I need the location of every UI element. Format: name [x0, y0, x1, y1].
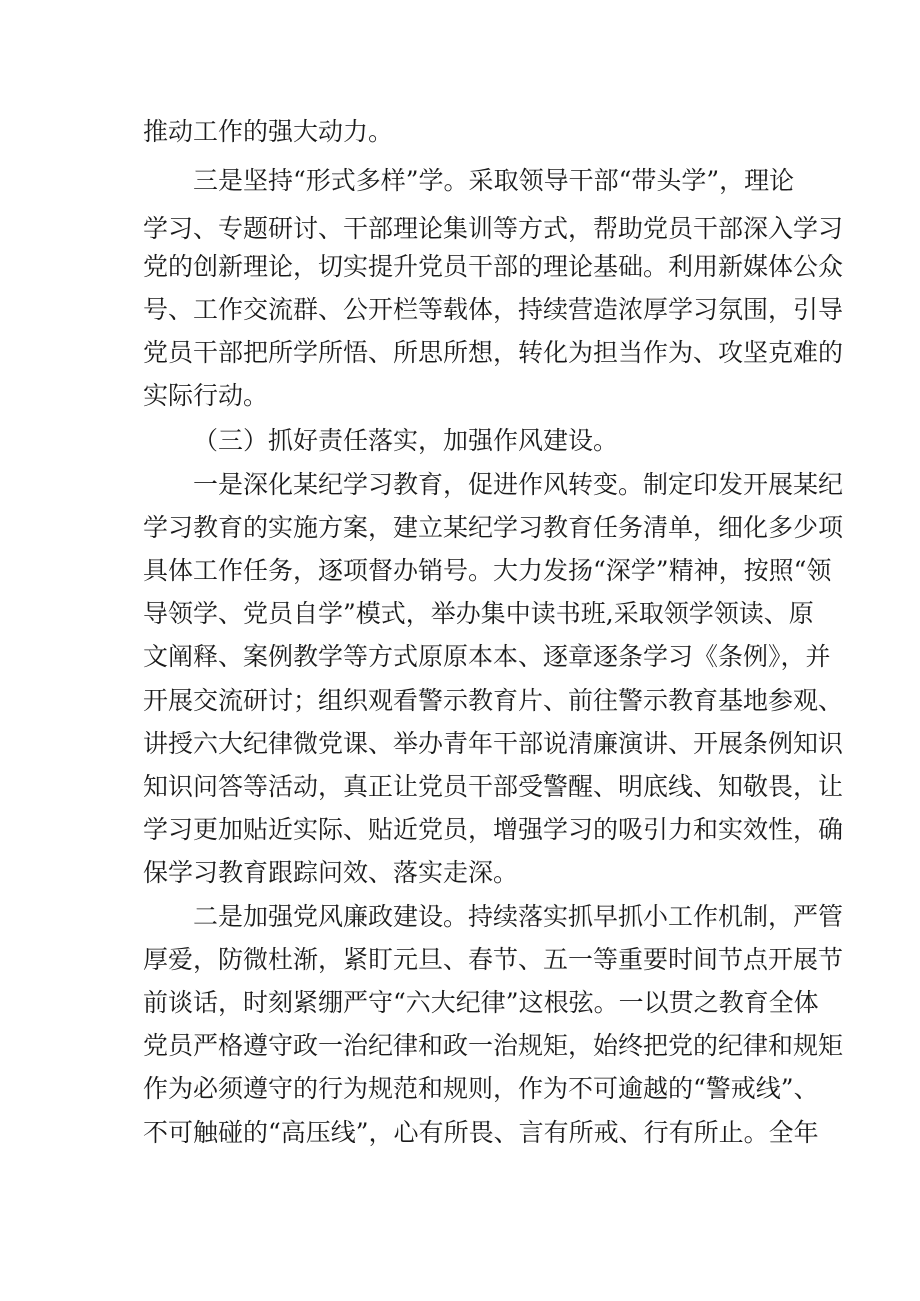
text-line: 学习更加贴近实际、贴近党员，增强学习的吸引力和实效性，确	[143, 815, 844, 844]
text-line: 号、工作交流群、公开栏等载体，持续营造浓厚学习氛围，引导	[143, 295, 844, 324]
section-heading: （三）抓好责任落实，加强作风建设。	[193, 426, 619, 455]
text-line: 开展交流研讨；组织观看警示教育片、前往警示教育基地参观、	[143, 686, 844, 715]
text-line: 一是深化某纪学习教育，促进作风转变。制定印发开展某纪	[193, 470, 844, 499]
text-line: 讲授六大纪律微党课、举办青年干部说清廉演讲、开展条例知识	[143, 729, 844, 758]
text-line: 实际行动。	[143, 381, 269, 410]
text-line: 党员干部把所学所悟、所思所想，转化为担当作为、攻坚克难的	[143, 338, 844, 367]
text-line: 二是加强党风廉政建设。持续落实抓早抓小工作机制，严管	[193, 902, 844, 931]
text-line: 推动工作的强大动力。	[143, 117, 394, 146]
text-line: 不可触碰的“高压线”，心有所畏、言有所戒、行有所止。全年	[143, 1118, 819, 1147]
text-line: 保学习教育跟踪问效、落实走深。	[143, 858, 519, 887]
text-line: 具体工作任务，逐项督办销号。大力发扬“深学”精神，按照“领	[143, 556, 832, 585]
text-line: 三是坚持“形式多样”学。采取领导干部“带头学”，理论	[193, 166, 795, 195]
text-line: 党的创新理论，切实提升党员干部的理论基础。利用新媒体公众	[143, 252, 844, 281]
text-line: 学习、专题研讨、干部理论集训等方式，帮助党员干部深入学习	[143, 214, 844, 243]
text-line: 导领学、党员自学”模式，举办集中读书班,采取领学领读、原	[143, 599, 814, 628]
text-line: 党员严格遵守政一治纪律和政一治规矩，始终把党的纪律和规矩	[143, 1031, 844, 1060]
text-line: 作为必须遵守的行为规范和规则，作为不可逾越的“警戒线”、	[143, 1074, 819, 1103]
text-line: 厚爱，防微杜渐，紧盯元旦、春节、五一等重要时间节点开展节	[143, 945, 844, 974]
text-line: 知识问答等活动，真正让党员干部受警醒、明底线、知敬畏，让	[143, 772, 844, 801]
text-line: 前谈话，时刻紧绷严守“六大纪律”这根弦。一以贯之教育全体	[143, 988, 819, 1017]
text-line: 文阐释、案例教学等方式原原本本、逐章逐条学习《条例》，并	[143, 642, 831, 671]
text-line: 学习教育的实施方案，建立某纪学习教育任务清单，细化多少项	[143, 513, 844, 542]
